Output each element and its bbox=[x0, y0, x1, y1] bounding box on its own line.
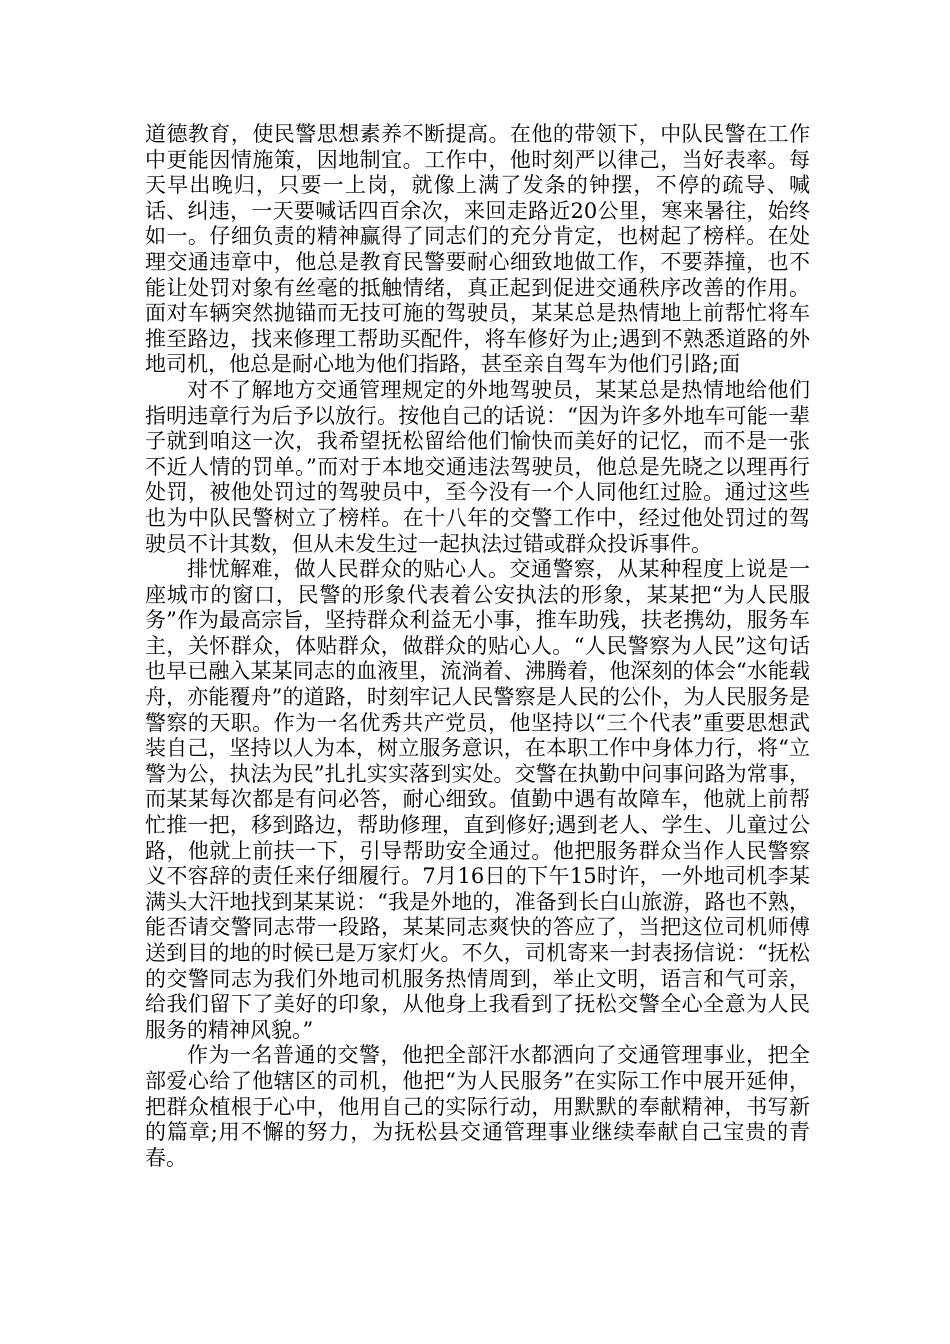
document-body bbox=[145, 122, 810, 1171]
paragraph-1: 道德教育，使民警思想素养不断提高。在他的带领下，中队民警在工作中更能因情施策，因地制宜。工作中，他时刻严以律己，当好表率。每天早出晚归，只要一上岗，就像上满了发条的钟摆，不停的疏导、喊话、纠违，一天要喊话四百余次，来回走路近20公里，寒来暑往，始终如一。仔细负责的精神赢得了同志们的充分肯定，也树起了榜样。在处理交通违章中，他总是教育民警要耐心细致地做工作，不要莽撞，也不能让处罚对象有丝毫的抵触情绪，真正起到促进交通秩序改善的作用。面对车辆突然抛锚而无技可施的驾驶员，某某总是热情地上前帮忙将车推至路边，找来修理工帮助买配件，将车修好为止;遇到不熟悉道路的外地司机，他总是耐心地为他们指路，甚至亲自驾车为他们引路;面 bbox=[145, 122, 810, 377]
paragraph-3: 排忧解难，做人民群众的贴心人。交通警察，从某种程度上说是一座城市的窗口，民警的形象代表着公安执法的形象，某某把“为人民服务”作为最高宗旨，坚持群众利益无小事，推车助残，扶老携幼，服务车主，关怀群众，体贴群众，做群众的贴心人。“人民警察为人民”这句话也早已融入某某同志的血液里，流淌着、沸腾着，他深刻的体会“水能载舟，亦能覆舟”的道路，时刻牢记人民警察是人民的公仆，为人民服务是警察的天职。作为一名优秀共产党员，他坚持以“三个代表”重要思想武装自己，坚持以人为本，树立服务意识，在本职工作中身体力行，将“立警为公，执法为民”扎扎实实落到实处。交警在执勤中问事问路为常事，而某某每次都是有问必答，耐心细致。值勤中遇有故障车，他就上前帮忙推一把，移到路边，帮助修理，直到修好;遇到老人、学生、儿童过公路，他就上前扶一下，引导帮助安全通过。他把服务群众当作人民警察义不容辞的责任来仔细履行。7月16日的下午15时许，一外地司机李某满头大汗地找到某某说：“我是外地的，准备到长白山旅游，路也不熟，能否请交警同志带一段路，某某同志爽快的答应了，当把这位司机师傅送到目的地的时候已是万家灯火。不久，司机寄来一封表扬信说：“抚松的交警同志为我们外地司机服务热情周到，举止文明，语言和气可亲，给我们留下了美好的印象，从他身上我看到了抚松交警全心全意为人民服务的精神风貌。” bbox=[145, 557, 810, 1042]
paragraph-4: 作为一名普通的交警，他把全部汗水都洒向了交通管理事业，把全部爱心给了他辖区的司机，他把“为人民服务”在实际工作中展开延伸，把群众植根于心中，他用自己的实际行动，用默默的奉献精神，书写新的篇章;用不懈的努力，为抚松县交通管理事业继续奉献自己宝贵的青春。 bbox=[145, 1043, 810, 1170]
paragraph-2: 对不了解地方交通管理规定的外地驾驶员，某某总是热情地给他们指明违章行为后予以放行。按他自己的话说：“因为许多外地车可能一辈子就到咱这一次，我希望抚松留给他们愉快而美好的记忆，而不是一张不近人情的罚单。”而对于本地交通违法驾驶员，他总是先晓之以理再行处罚，被他处罚过的驾驶员中，至今没有一个人同他红过脸。通过这些也为中队民警树立了榜样。在十八年的交警工作中，经过他处罚过的驾驶员不计其数，但从未发生过一起执法过错或群众投诉事件。 bbox=[145, 377, 810, 556]
